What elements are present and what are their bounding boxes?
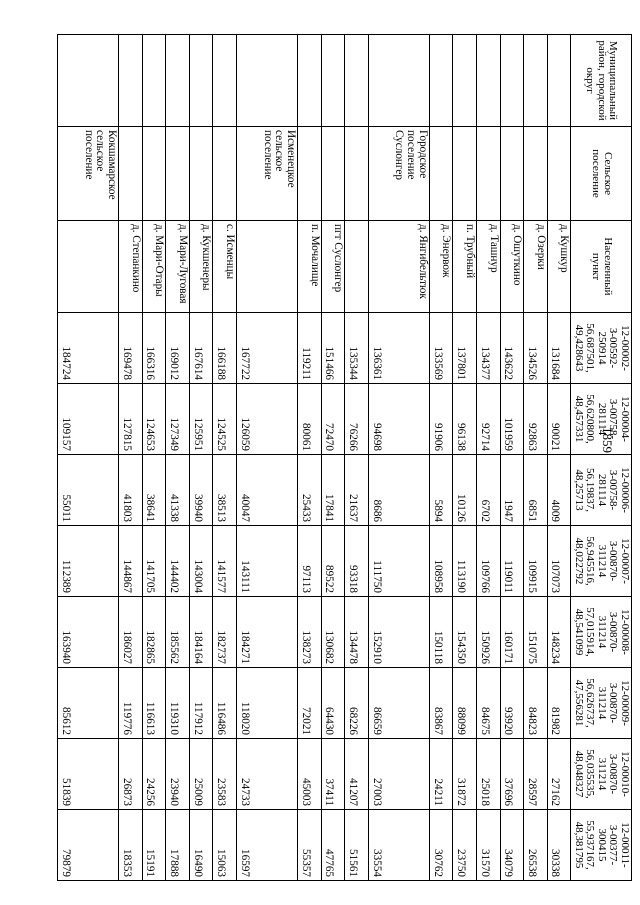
value-cell: 37696 <box>500 739 524 810</box>
value-cell: 84675 <box>477 668 501 739</box>
value-cell: 141577 <box>213 526 237 597</box>
value-cell: 68226 <box>345 668 369 739</box>
settlement-cell <box>298 127 322 221</box>
value-cell: 79879 <box>58 810 119 881</box>
header-settlement: Сельское поселение <box>571 127 632 221</box>
value-cell: 144402 <box>166 526 190 597</box>
value-cell: 119011 <box>500 526 524 597</box>
value-cell: 25018 <box>477 739 501 810</box>
table-body <box>58 35 571 881</box>
value-cell: 119310 <box>166 668 190 739</box>
value-cell: 124525 <box>213 384 237 455</box>
settlement-cell <box>142 127 166 221</box>
value-cell: 152910 <box>368 597 429 668</box>
value-cell: 24733 <box>236 739 297 810</box>
value-cell: 31872 <box>453 739 477 810</box>
value-cell: 81982 <box>547 668 571 739</box>
locality-cell: д. Энервож <box>429 221 453 313</box>
header-code: 12-00004-З-00758- 281114 56,620800, 48,457331 <box>571 384 632 455</box>
table-row <box>119 35 143 881</box>
value-cell: 86659 <box>368 668 429 739</box>
value-cell: 16597 <box>236 810 297 881</box>
value-cell: 182737 <box>213 597 237 668</box>
value-cell: 184271 <box>236 597 297 668</box>
settlement-cell: Исменецкое сельское поселение <box>236 127 297 221</box>
locality-cell: д. Кушкур <box>547 221 571 313</box>
table-row <box>236 35 297 881</box>
rotated-table-frame <box>57 34 632 879</box>
value-cell: 148234 <box>547 597 571 668</box>
value-cell: 17841 <box>321 455 345 526</box>
value-cell: 80061 <box>298 384 322 455</box>
value-cell: 150926 <box>477 597 501 668</box>
value-cell: 118020 <box>236 668 297 739</box>
value-cell: 96138 <box>453 384 477 455</box>
table-row <box>368 35 429 881</box>
value-cell: 134377 <box>477 313 501 384</box>
locality-cell: д. Мари-Отары <box>142 221 166 313</box>
table-row <box>189 35 213 881</box>
municipal-cell <box>500 35 524 127</box>
value-cell: 94698 <box>368 384 429 455</box>
value-cell: 127349 <box>166 384 190 455</box>
value-cell: 131684 <box>547 313 571 384</box>
locality-cell: д. Кукшенеры <box>189 221 213 313</box>
value-cell: 23750 <box>453 810 477 881</box>
value-cell: 113190 <box>453 526 477 597</box>
value-cell: 108958 <box>429 526 453 597</box>
value-cell: 169478 <box>119 313 143 384</box>
value-cell: 133569 <box>429 313 453 384</box>
value-cell: 169012 <box>166 313 190 384</box>
value-cell: 64430 <box>321 668 345 739</box>
value-cell: 134526 <box>524 313 548 384</box>
value-cell: 72470 <box>321 384 345 455</box>
settlement-cell <box>213 127 237 221</box>
value-cell: 4009 <box>547 455 571 526</box>
value-cell: 41803 <box>119 455 143 526</box>
locality-cell <box>58 221 119 313</box>
value-cell: 137801 <box>453 313 477 384</box>
value-cell: 185562 <box>166 597 190 668</box>
value-cell: 92714 <box>477 384 501 455</box>
value-cell: 84823 <box>524 668 548 739</box>
settlement-cell <box>477 127 501 221</box>
value-cell: 55011 <box>58 455 119 526</box>
header-code: 12-00011-З-00377- 300415 55,937167, 48,381795 <box>571 810 632 881</box>
locality-cell: д. Мари-Луговая <box>166 221 190 313</box>
value-cell: 112389 <box>58 526 119 597</box>
value-cell: 93318 <box>345 526 369 597</box>
table-row <box>213 35 237 881</box>
value-cell: 167614 <box>189 313 213 384</box>
header-code: 12-00006-З-00758-281114 56,19837, 48,25713 <box>571 455 632 526</box>
value-cell: 151466 <box>321 313 345 384</box>
settlement-cell <box>321 127 345 221</box>
settlement-cell: Кокшамарское сельское поселение <box>58 127 119 221</box>
locality-cell: п. Трубный <box>453 221 477 313</box>
table-row <box>547 35 571 881</box>
value-cell: 91906 <box>429 384 453 455</box>
value-cell: 119211 <box>298 313 322 384</box>
value-cell: 117912 <box>189 668 213 739</box>
municipal-cell <box>368 35 429 127</box>
table-row <box>500 35 524 881</box>
page-number: 1859 <box>600 427 615 453</box>
value-cell: 184724 <box>58 313 119 384</box>
value-cell: 15063 <box>213 810 237 881</box>
locality-cell: д. Озерки <box>524 221 548 313</box>
value-cell: 144867 <box>119 526 143 597</box>
settlement-cell <box>453 127 477 221</box>
value-cell: 38641 <box>142 455 166 526</box>
value-cell: 101959 <box>500 384 524 455</box>
value-cell: 17888 <box>166 810 190 881</box>
value-cell: 163940 <box>58 597 119 668</box>
value-cell: 151075 <box>524 597 548 668</box>
locality-cell <box>345 221 369 313</box>
value-cell: 51839 <box>58 739 119 810</box>
value-cell: 160171 <box>500 597 524 668</box>
municipal-cell <box>119 35 143 127</box>
municipal-cell <box>321 35 345 127</box>
value-cell: 143004 <box>189 526 213 597</box>
value-cell: 5894 <box>429 455 453 526</box>
value-cell: 31570 <box>477 810 501 881</box>
value-cell: 16490 <box>189 810 213 881</box>
value-cell: 88099 <box>453 668 477 739</box>
value-cell: 26873 <box>119 739 143 810</box>
value-cell: 141705 <box>142 526 166 597</box>
value-cell: 93920 <box>500 668 524 739</box>
value-cell: 107073 <box>547 526 571 597</box>
value-cell: 72021 <box>298 668 322 739</box>
value-cell: 125951 <box>189 384 213 455</box>
header-row <box>571 35 632 881</box>
value-cell: 23940 <box>166 739 190 810</box>
value-cell: 109766 <box>477 526 501 597</box>
table-row <box>453 35 477 881</box>
municipal-cell <box>453 35 477 127</box>
value-cell: 119776 <box>119 668 143 739</box>
value-cell: 130682 <box>321 597 345 668</box>
value-cell: 150118 <box>429 597 453 668</box>
table-wrapper <box>57 34 632 879</box>
municipal-cell <box>236 35 297 127</box>
value-cell: 40047 <box>236 455 297 526</box>
value-cell: 184164 <box>189 597 213 668</box>
value-cell: 85612 <box>58 668 119 739</box>
value-cell: 90021 <box>547 384 571 455</box>
value-cell: 136361 <box>368 313 429 384</box>
value-cell: 47765 <box>321 810 345 881</box>
locality-cell: д. Степанкино <box>119 221 143 313</box>
municipal-cell <box>547 35 571 127</box>
value-cell: 134478 <box>345 597 369 668</box>
distance-table <box>57 34 632 881</box>
settlement-cell <box>500 127 524 221</box>
value-cell: 6851 <box>524 455 548 526</box>
value-cell: 23583 <box>213 739 237 810</box>
header-code: 12-00010-З-00870- 311214 56,035535, 48,048327 <box>571 739 632 810</box>
settlement-cell <box>119 127 143 221</box>
header-code: 12-00009-З-00870- 311214 56,626737, 47,556281 <box>571 668 632 739</box>
value-cell: 116613 <box>142 668 166 739</box>
table-row <box>321 35 345 881</box>
value-cell: 166316 <box>142 313 166 384</box>
value-cell: 186027 <box>119 597 143 668</box>
table-row <box>166 35 190 881</box>
settlement-cell <box>524 127 548 221</box>
value-cell: 111750 <box>368 526 429 597</box>
settlement-cell <box>345 127 369 221</box>
value-cell: 18353 <box>119 810 143 881</box>
value-cell: 55357 <box>298 810 322 881</box>
value-cell: 30338 <box>547 810 571 881</box>
table-row <box>477 35 501 881</box>
value-cell: 109915 <box>524 526 548 597</box>
settlement-cell: Городское поселение Суслонгер <box>368 127 429 221</box>
value-cell: 154350 <box>453 597 477 668</box>
header-municipal: Муниципальный район, городской округ <box>571 35 632 127</box>
value-cell: 25009 <box>189 739 213 810</box>
value-cell: 138273 <box>298 597 322 668</box>
value-cell: 24211 <box>429 739 453 810</box>
municipal-cell <box>524 35 548 127</box>
municipal-cell <box>189 35 213 127</box>
table-row <box>524 35 548 881</box>
settlement-cell <box>189 127 213 221</box>
value-cell: 39940 <box>189 455 213 526</box>
value-cell: 89522 <box>321 526 345 597</box>
value-cell: 1947 <box>500 455 524 526</box>
value-cell: 166188 <box>213 313 237 384</box>
locality-cell: с. Исменцы <box>213 221 237 313</box>
municipal-cell <box>166 35 190 127</box>
value-cell: 24256 <box>142 739 166 810</box>
value-cell: 126059 <box>236 384 297 455</box>
value-cell: 27003 <box>368 739 429 810</box>
value-cell: 127815 <box>119 384 143 455</box>
value-cell: 45003 <box>298 739 322 810</box>
municipal-cell <box>58 35 119 127</box>
value-cell: 25433 <box>298 455 322 526</box>
table-row <box>298 35 322 881</box>
value-cell: 28597 <box>524 739 548 810</box>
value-cell: 37411 <box>321 739 345 810</box>
value-cell: 135344 <box>345 313 369 384</box>
locality-cell: пгт Суслонгер <box>321 221 345 313</box>
value-cell: 41207 <box>345 739 369 810</box>
settlement-cell <box>429 127 453 221</box>
locality-cell <box>236 221 297 313</box>
header-code: 12-00002-З-00592- 250914 56,687501, 49,428643 <box>571 313 632 384</box>
value-cell: 167722 <box>236 313 297 384</box>
settlement-cell <box>166 127 190 221</box>
value-cell: 21637 <box>345 455 369 526</box>
value-cell: 26538 <box>524 810 548 881</box>
value-cell: 38513 <box>213 455 237 526</box>
municipal-cell <box>142 35 166 127</box>
locality-cell: п. Мочалище <box>298 221 322 313</box>
locality-cell: д. Янгибельтюк <box>368 221 429 313</box>
municipal-cell <box>298 35 322 127</box>
header-code: 12-00008-З-00870- 311214 57,015914, 48,541099 <box>571 597 632 668</box>
table-row <box>58 35 119 881</box>
table-row <box>345 35 369 881</box>
table-row <box>142 35 166 881</box>
municipal-cell <box>477 35 501 127</box>
value-cell: 10126 <box>453 455 477 526</box>
municipal-cell <box>213 35 237 127</box>
value-cell: 8686 <box>368 455 429 526</box>
table-row <box>429 35 453 881</box>
value-cell: 34079 <box>500 810 524 881</box>
value-cell: 116486 <box>213 668 237 739</box>
municipal-cell <box>345 35 369 127</box>
header-code: 12-00007-З-00870- 311214 56,945516, 48,022792 <box>571 526 632 597</box>
value-cell: 143111 <box>236 526 297 597</box>
value-cell: 30762 <box>429 810 453 881</box>
value-cell: 51561 <box>345 810 369 881</box>
value-cell: 27162 <box>547 739 571 810</box>
header-locality: Населенный пункт <box>571 221 632 313</box>
locality-cell: д. Ташнур <box>477 221 501 313</box>
value-cell: 6702 <box>477 455 501 526</box>
settlement-cell <box>547 127 571 221</box>
value-cell: 124653 <box>142 384 166 455</box>
value-cell: 41338 <box>166 455 190 526</box>
value-cell: 83867 <box>429 668 453 739</box>
value-cell: 109157 <box>58 384 119 455</box>
value-cell: 15191 <box>142 810 166 881</box>
value-cell: 143622 <box>500 313 524 384</box>
locality-cell: д. Ошуткино <box>500 221 524 313</box>
value-cell: 76266 <box>345 384 369 455</box>
value-cell: 182865 <box>142 597 166 668</box>
value-cell: 92863 <box>524 384 548 455</box>
municipal-cell <box>429 35 453 127</box>
value-cell: 33554 <box>368 810 429 881</box>
value-cell: 97113 <box>298 526 322 597</box>
